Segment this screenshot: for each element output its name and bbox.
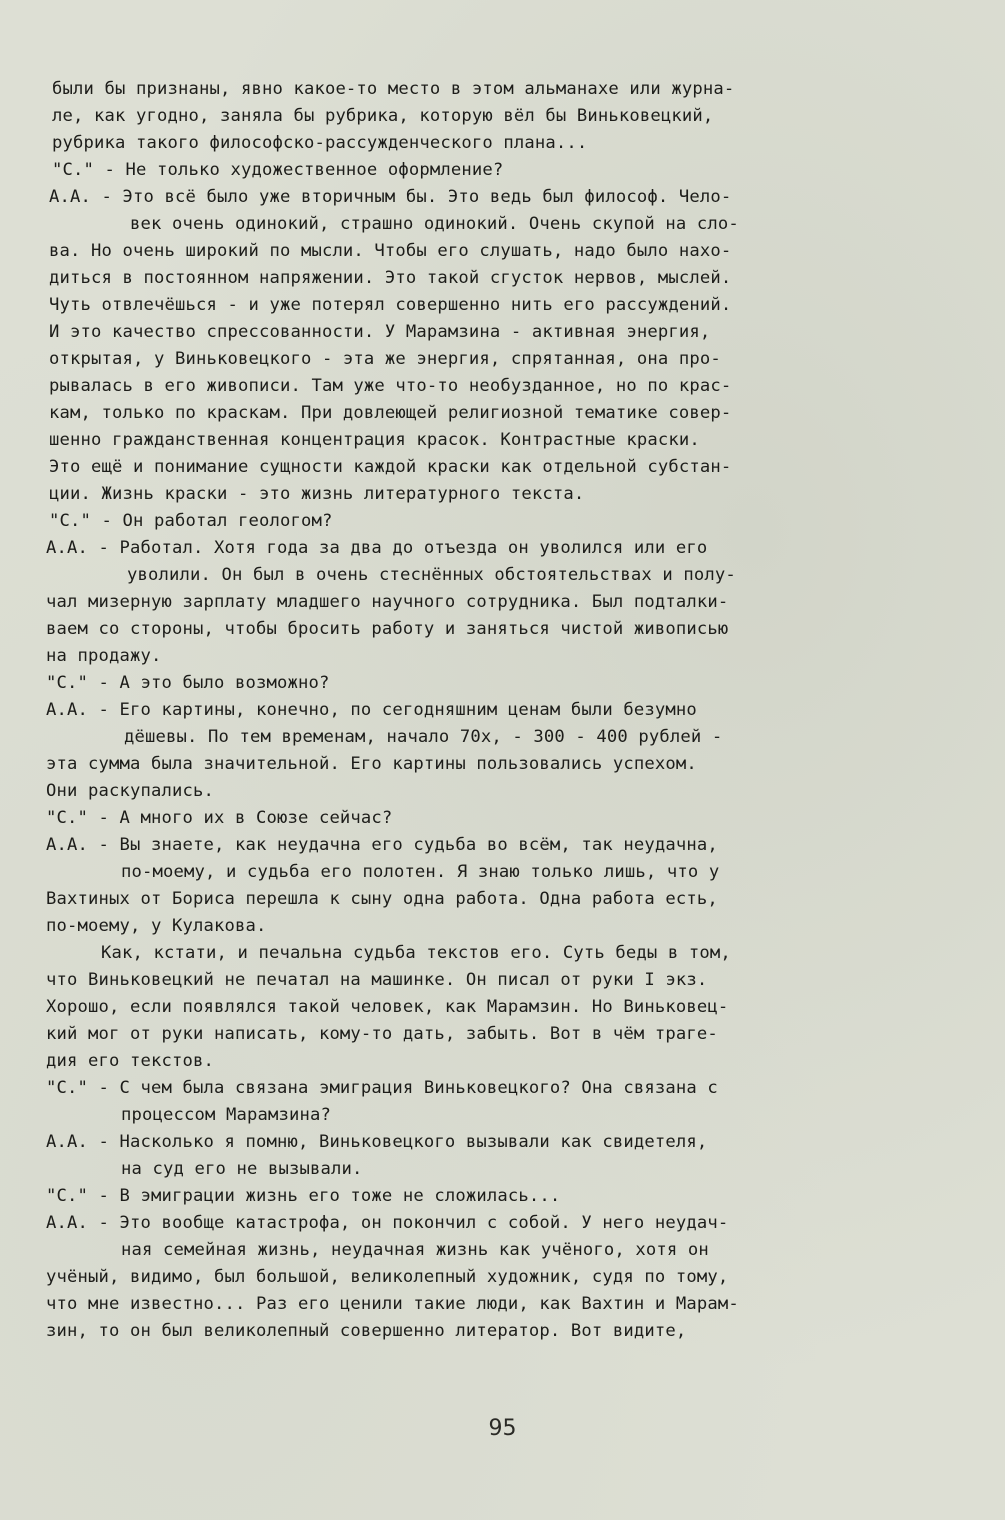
text-line: А.А. - Это вообще катастрофа, он покончил с собой. У него неудач-	[46, 1213, 729, 1233]
text-line: А.А. - Вы знаете, как неудачна его судьба во всём, так неудачна,	[46, 835, 718, 855]
text-line: уволили. Он был в очень стеснённых обстоятельствах и полу-	[127, 565, 736, 585]
text-line: А.А. - Это всё было уже вторичным бы. Это ведь был философ. Чело-	[49, 187, 732, 207]
text-line: Хорошо, если появлялся такой человек, как Марамзин. Но Виньковец-	[46, 997, 729, 1017]
text-line: Они раскупались.	[46, 781, 214, 801]
page-number: 95	[488, 1416, 517, 1441]
text-line: дия его текстов.	[46, 1051, 214, 1071]
text-line: А.А. - Работал. Хотя года за два до отъезда он уволился или его	[46, 538, 708, 558]
text-line: "С." - А много их в Союзе сейчас?	[46, 808, 393, 828]
text-line: диться в постоянном напряжении. Это такой сгусток нервов, мыслей.	[49, 268, 732, 288]
text-line: что Виньковецкий не печатал на машинке. Он писал от руки I экз.	[46, 970, 708, 990]
text-line: век очень одинокий, страшно одинокий. Очень скупой на сло-	[130, 214, 739, 234]
text-line: И это качество спрессованности. У Марамзина - активная энергия,	[49, 322, 711, 342]
text-line: А.А. - Насколько я помню, Виньковецкого вызывали как свидетеля,	[46, 1132, 708, 1152]
text-line: по-моему, у Кулакова.	[46, 916, 267, 936]
text-line: открытая, у Виньковецкого - эта же энергия, спрятанная, она про-	[49, 349, 721, 369]
text-line: чал мизерную зарплату младшего научного сотрудника. Был подталки-	[46, 592, 729, 612]
text-line: шенно гражданственная концентрация красок. Контрастные краски.	[49, 430, 700, 450]
text-line: ле, как угодно, заняла бы рубрика, которую вёл бы Виньковецкий,	[52, 106, 714, 126]
text-line: рывалась в его живописи. Там уже что-то необузданное, но по крас-	[49, 376, 732, 396]
text-line: зин, то он был великолепный совершенно литератор. Вот видите,	[46, 1321, 687, 1341]
text-line: что мне известно... Раз его ценили такие люди, как Вахтин и Марам-	[46, 1294, 739, 1314]
text-line: ная семейная жизнь, неудачная жизнь как учёного, хотя он	[121, 1240, 709, 1260]
text-line: Чуть отвлечёшься - и уже потерял совершенно нить его рассуждений.	[49, 295, 732, 315]
text-line: рубрика такого философско-рассужденческого плана...	[52, 133, 588, 153]
text-line: "С." - Не только художественное оформление?	[52, 160, 504, 180]
text-line: процессом Марамзина?	[121, 1105, 331, 1125]
text-line: Как, кстати, и печальна судьба текстов его. Суть беды в том,	[101, 943, 731, 963]
text-line: на суд его не вызывали.	[121, 1159, 363, 1179]
text-line: кам, только по краскам. При довлеющей религиозной тематике совер-	[49, 403, 732, 423]
text-line: учёный, видимо, был большой, великолепный художник, судя по тому,	[46, 1267, 729, 1287]
text-line: на продажу.	[46, 646, 162, 666]
text-line: "С." - А это было возможно?	[46, 673, 330, 693]
text-line: ваем со стороны, чтобы бросить работу и заняться чистой живописью	[46, 619, 729, 639]
text-line: "С." - Он работал геологом?	[49, 511, 333, 531]
text-line: Вахтиных от Бориса перешла к сыну одна работа. Одна работа есть,	[46, 889, 718, 909]
text-line: "С." - В эмиграции жизнь его тоже не сложилась...	[46, 1186, 561, 1206]
text-line: Это ещё и понимание сущности каждой краски как отдельной субстан-	[49, 457, 732, 477]
text-line: эта сумма была значительной. Его картины пользовались успехом.	[46, 754, 697, 774]
text-line: были бы признаны, явно какое-то место в этом альманахе или журна-	[52, 79, 735, 99]
text-line: ции. Жизнь краски - это жизнь литературного текста.	[49, 484, 585, 504]
text-line: "С." - С чем была связана эмиграция Виньковецкого? Она связана с	[46, 1078, 718, 1098]
text-line: по-моему, и судьба его полотен. Я знаю только лишь, что у	[121, 862, 720, 882]
text-line: кий мог от руки написать, кому-то дать, забыть. Вот в чём траге-	[46, 1024, 718, 1044]
text-line: дёшевы. По тем временам, начало 70х, - 300 - 400 рублей -	[124, 727, 723, 747]
text-line: А.А. - Его картины, конечно, по сегодняшним ценам были безумно	[46, 700, 697, 720]
text-line: ва. Но очень широкий по мысли. Чтобы его слушать, надо было нахо-	[49, 241, 732, 261]
